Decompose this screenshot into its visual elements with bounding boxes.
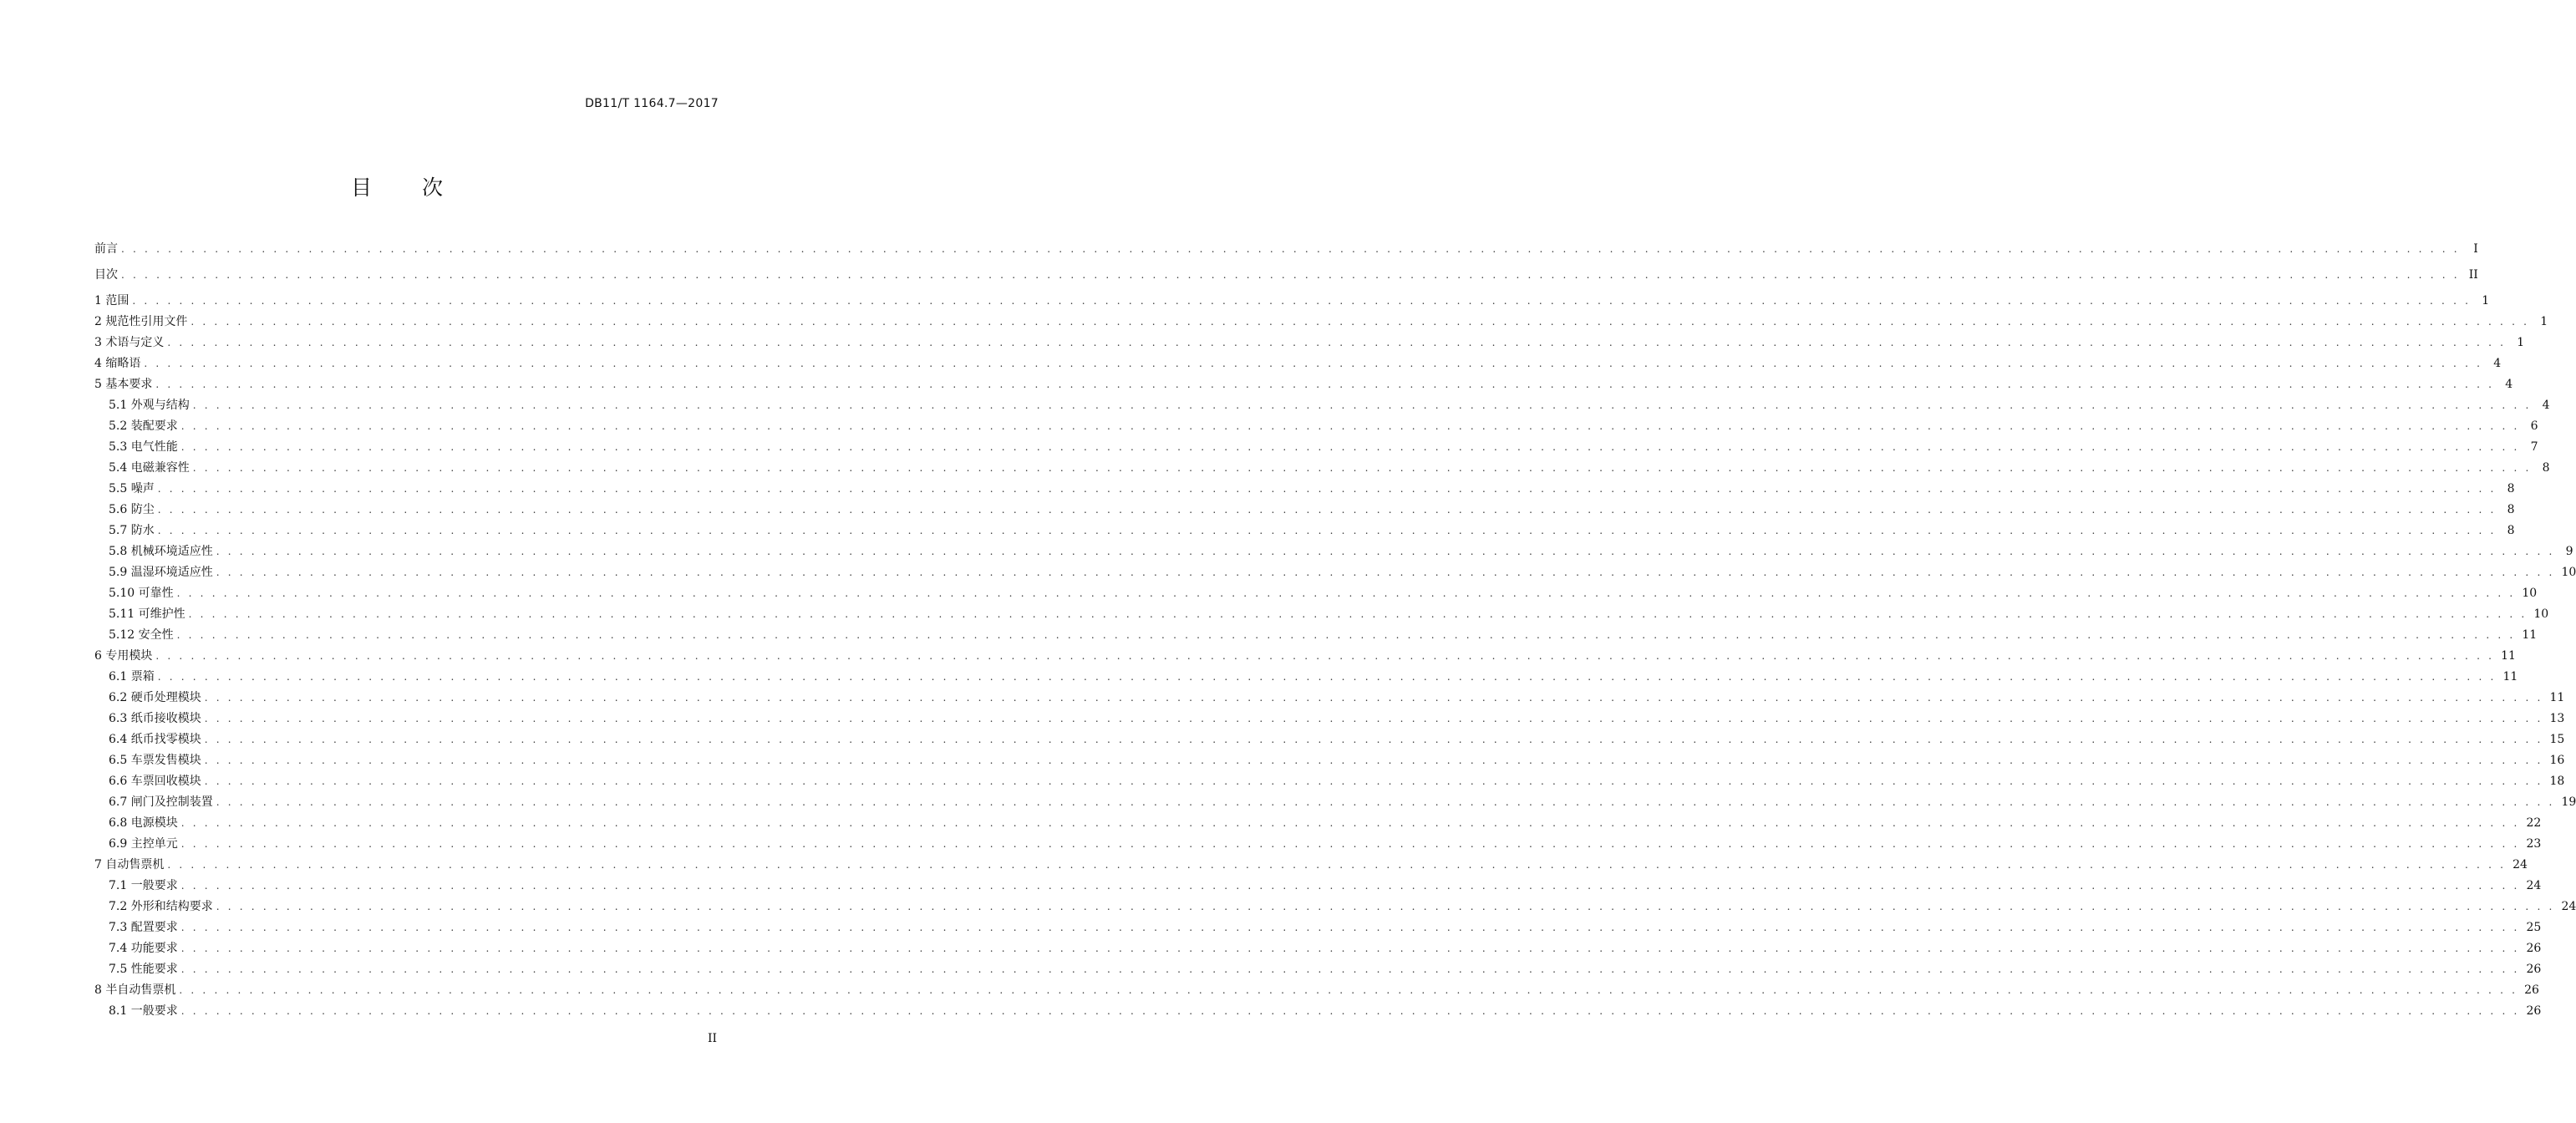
toc-entry-page: 9 — [2565, 545, 2573, 558]
toc-entry-label: 7.1 一般要求 — [109, 879, 178, 892]
toc-entry[interactable] — [94, 583, 2538, 604]
toc-leader-dots: . . . . . . . . . . . . . . . . . . . . . . . . . . . . . . . . . . . . . . . . . . . . . . . . . . . . . . . . . . . . . . . . . . . . . . . . . . . . . . . . . . . . . . . . . . . . . . . . . . . . . . . . . . . . . . . . . . . . . . . . . . . . . . . . . . . . . . . . . . . . . . . . . . . . . . . . . . . . . . . . . . . . . . . . . . . . . . . . . . . . . . . . . . . . . . . . . . . . . . . . — [204, 734, 2543, 745]
toc-entry-label: 6.6 车票回收模块 — [109, 775, 201, 788]
toc-leader-dots: . . . . . . . . . . . . . . . . . . . . . . . . . . . . . . . . . . . . . . . . . . . . . . . . . . . . . . . . . . . . . . . . . . . . . . . . . . . . . . . . . . . . . . . . . . . . . . . . . . . . . . . . . . . . . . . . . . . . . . . . . . . . . . . . . . . . . . . . . . . . . . . . . . . . . . . . . . . . . . . . . . . . . . . . . . . . . . . . . . . . . . . . . . . . . . . . . . . . . . . . — [144, 358, 2483, 369]
toc-entry[interactable] — [94, 541, 2573, 562]
toc-entry-page: 8 — [2507, 503, 2515, 516]
toc-entry-page: 16 — [2549, 754, 2565, 767]
toc-leader-dots: . . . . . . . . . . . . . . . . . . . . . . . . . . . . . . . . . . . . . . . . . . . . . . . . . . . . . . . . . . . . . . . . . . . . . . . . . . . . . . . . . . . . . . . . . . . . . . . . . . . . . . . . . . . . . . . . . . . . . . . . . . . . . . . . . . . . . . . . . . . . . . . . . . . . . . . . . . . . . . . . . . . . . . . . . . . . . . . . . . . . . . . . . . . . . . . . . . . . . . . . — [188, 608, 2528, 620]
toc-leader-dots: . . . . . . . . . . . . . . . . . . . . . . . . . . . . . . . . . . . . . . . . . . . . . . . . . . . . . . . . . . . . . . . . . . . . . . . . . . . . . . . . . . . . . . . . . . . . . . . . . . . . . . . . . . . . . . . . . . . . . . . . . . . . . . . . . . . . . . . . . . . . . . . . . . . . . . . . . . . . . . . . . . . . . . . . . . . . . . . . . . . . . . . . . . . . . . . . . . . . . . . . — [216, 796, 2555, 808]
toc-entry[interactable] — [94, 291, 2490, 312]
toc-entry[interactable] — [94, 625, 2538, 646]
toc-leader-dots: . . . . . . . . . . . . . . . . . . . . . . . . . . . . . . . . . . . . . . . . . . . . . . . . . . . . . . . . . . . . . . . . . . . . . . . . . . . . . . . . . . . . . . . . . . . . . . . . . . . . . . . . . . . . . . . . . . . . . . . . . . . . . . . . . . . . . . . . . . . . . . . . . . . . . . . . . . . . . . . . . . . . . . . . . . . . . . . . . . . . . . . . . . . . . . . . . . . . . . . . — [179, 984, 2518, 996]
toc-entry-label: 5 基本要求 — [94, 378, 153, 391]
toc-entry[interactable] — [94, 709, 2565, 729]
toc-entry-page: 10 — [2522, 587, 2538, 600]
toc-leader-dots: . . . . . . . . . . . . . . . . . . . . . . . . . . . . . . . . . . . . . . . . . . . . . . . . . . . . . . . . . . . . . . . . . . . . . . . . . . . . . . . . . . . . . . . . . . . . . . . . . . . . . . . . . . . . . . . . . . . . . . . . . . . . . . . . . . . . . . . . . . . . . . . . . . . . . . . . . . . . . . . . . . . . . . . . . . . . . . . . . . . . . . . . . . . . . . . . . . . . . . . . — [204, 713, 2543, 724]
toc-entry-page: 11 — [2522, 628, 2538, 642]
toc-entry-page: 23 — [2526, 837, 2542, 851]
toc-entry-page: 18 — [2549, 775, 2565, 788]
toc-leader-dots: . . . . . . . . . . . . . . . . . . . . . . . . . . . . . . . . . . . . . . . . . . . . . . . . . . . . . . . . . . . . . . . . . . . . . . . . . . . . . . . . . . . . . . . . . . . . . . . . . . . . . . . . . . . . . . . . . . . . . . . . . . . . . . . . . . . . . . . . . . . . . . . . . . . . . . . . . . . . . . . . . . . . . . . . . . . . . . . . . . . . . . . . . . . . . . . . . . . . . . . . — [180, 420, 2520, 432]
toc-entry-page: 4 — [2505, 378, 2513, 391]
toc-entry-label: 6.8 电源模块 — [109, 816, 178, 830]
document-code: DB11/T 1164.7—2017 — [585, 97, 719, 110]
toc-entry[interactable] — [94, 667, 2518, 688]
toc-entry[interactable] — [94, 917, 2542, 938]
toc-entry-label: 8.1 一般要求 — [109, 1004, 178, 1018]
toc-leader-dots: . . . . . . . . . . . . . . . . . . . . . . . . . . . . . . . . . . . . . . . . . . . . . . . . . . . . . . . . . . . . . . . . . . . . . . . . . . . . . . . . . . . . . . . . . . . . . . . . . . . . . . . . . . . . . . . . . . . . . . . . . . . . . . . . . . . . . . . . . . . . . . . . . . . . . . . . . . . . . . . . . . . . . . . . . . . . . . . . . . . . . . . . . . . . . . . . . . . . . . . . — [216, 546, 2555, 557]
page-title: 目 次 — [351, 175, 465, 200]
toc-entry-label: 6 专用模块 — [94, 649, 153, 663]
toc-leader-dots: . . . . . . . . . . . . . . . . . . . . . . . . . . . . . . . . . . . . . . . . . . . . . . . . . . . . . . . . . . . . . . . . . . . . . . . . . . . . . . . . . . . . . . . . . . . . . . . . . . . . . . . . . . . . . . . . . . . . . . . . . . . . . . . . . . . . . . . . . . . . . . . . . . . . . . . . . . . . . . . . . . . . . . . . . . . . . . . . . . . . . . . . . . . . . . . . . . . . . . . . — [216, 901, 2555, 912]
toc-entry-label: 5.3 电气性能 — [109, 440, 178, 454]
toc-leader-dots: . . . . . . . . . . . . . . . . . . . . . . . . . . . . . . . . . . . . . . . . . . . . . . . . . . . . . . . . . . . . . . . . . . . . . . . . . . . . . . . . . . . . . . . . . . . . . . . . . . . . . . . . . . . . . . . . . . . . . . . . . . . . . . . . . . . . . . . . . . . . . . . . . . . . . . . . . . . . . . . . . . . . . . . . . . . . . . . . . . . . . . . . . . . . . . . . . . . . . . . . — [216, 567, 2555, 578]
toc-entry[interactable] — [94, 521, 2515, 541]
page-number: II — [707, 1032, 717, 1045]
toc-entry-page: 10 — [2561, 566, 2576, 579]
toc-entry-page: 11 — [2502, 670, 2518, 683]
toc-leader-dots: . . . . . . . . . . . . . . . . . . . . . . . . . . . . . . . . . . . . . . . . . . . . . . . . . . . . . . . . . . . . . . . . . . . . . . . . . . . . . . . . . . . . . . . . . . . . . . . . . . . . . . . . . . . . . . . . . . . . . . . . . . . . . . . . . . . . . . . . . . . . . . . . . . . . . . . . . . . . . . . . . . . . . . . . . . . . . . . . . . . . . . . . . . . . . . . . . . . . . . . . — [157, 671, 2497, 683]
toc-entry-label: 5.10 可靠性 — [109, 587, 174, 600]
toc-entry-label: 5.2 装配要求 — [109, 419, 178, 433]
toc-entry-page: 26 — [2526, 1004, 2542, 1018]
toc-entry-page: 4 — [2542, 399, 2550, 412]
toc-entry[interactable] — [94, 239, 2478, 260]
toc-entry-label: 7.2 外形和结构要求 — [109, 900, 213, 913]
toc-entry[interactable] — [94, 604, 2549, 625]
toc-entry-label: 5.5 噪声 — [109, 482, 155, 495]
toc-entry[interactable] — [94, 333, 2525, 353]
toc-entry-label: 6.7 闸门及控制装置 — [109, 795, 213, 809]
toc-entry[interactable] — [94, 897, 2576, 917]
toc-leader-dots: . . . . . . . . . . . . . . . . . . . . . . . . . . . . . . . . . . . . . . . . . . . . . . . . . . . . . . . . . . . . . . . . . . . . . . . . . . . . . . . . . . . . . . . . . . . . . . . . . . . . . . . . . . . . . . . . . . . . . . . . . . . . . . . . . . . . . . . . . . . . . . . . . . . . . . . . . . . . . . . . . . . . . . . . . . . . . . . . . . . . . . . . . . . . . . . . . . . . . . . . — [180, 838, 2520, 850]
toc-entry[interactable] — [94, 834, 2542, 855]
toc-entry-label: 5.6 防尘 — [109, 503, 155, 516]
toc-entry[interactable] — [94, 813, 2542, 834]
toc-entry-label: 5.1 外观与结构 — [109, 399, 190, 412]
toc-leader-dots: . . . . . . . . . . . . . . . . . . . . . . . . . . . . . . . . . . . . . . . . . . . . . . . . . . . . . . . . . . . . . . . . . . . . . . . . . . . . . . . . . . . . . . . . . . . . . . . . . . . . . . . . . . . . . . . . . . . . . . . . . . . . . . . . . . . . . . . . . . . . . . . . . . . . . . . . . . . . . . . . . . . . . . . . . . . . . . . . . . . . . . . . . . . . . . . . . . . . . . . . — [180, 922, 2520, 933]
toc-leader-dots: . . . . . . . . . . . . . . . . . . . . . . . . . . . . . . . . . . . . . . . . . . . . . . . . . . . . . . . . . . . . . . . . . . . . . . . . . . . . . . . . . . . . . . . . . . . . . . . . . . . . . . . . . . . . . . . . . . . . . . . . . . . . . . . . . . . . . . . . . . . . . . . . . . . . . . . . . . . . . . . . . . . . . . . . . . . . . . . . . . . . . . . . . . . . . . . . . . . . . . . . — [180, 963, 2520, 975]
toc-entry-page: 11 — [2549, 691, 2565, 704]
toc-entry-label: 5.8 机械环境适应性 — [109, 545, 213, 558]
toc-entry[interactable] — [94, 562, 2576, 583]
toc-entry-label: 7.4 功能要求 — [109, 942, 178, 955]
toc-entry-page: 1 — [2482, 294, 2490, 307]
toc-entry-label: 5.7 防水 — [109, 524, 155, 537]
toc-entry[interactable] — [94, 1001, 2542, 1022]
toc-entry-label: 6.3 纸币接收模块 — [109, 712, 201, 725]
toc-entry-page: 4 — [2493, 357, 2502, 370]
toc-entry[interactable] — [94, 980, 2539, 1001]
toc-entry-page: 15 — [2549, 733, 2565, 746]
toc-entry-label: 5.11 可维护性 — [109, 607, 185, 621]
toc-leader-dots: . . . . . . . . . . . . . . . . . . . . . . . . . . . . . . . . . . . . . . . . . . . . . . . . . . . . . . . . . . . . . . . . . . . . . . . . . . . . . . . . . . . . . . . . . . . . . . . . . . . . . . . . . . . . . . . . . . . . . . . . . . . . . . . . . . . . . . . . . . . . . . . . . . . . . . . . . . . . . . . . . . . . . . . . . . . . . . . . . . . . . . . . . . . . . . . . . . . . . . . . — [132, 295, 2472, 307]
toc-entry-page: 26 — [2524, 983, 2539, 997]
toc-leader-dots: . . . . . . . . . . . . . . . . . . . . . . . . . . . . . . . . . . . . . . . . . . . . . . . . . . . . . . . . . . . . . . . . . . . . . . . . . . . . . . . . . . . . . . . . . . . . . . . . . . . . . . . . . . . . . . . . . . . . . . . . . . . . . . . . . . . . . . . . . . . . . . . . . . . . . . . . . . . . . . . . . . . . . . . . . . . . . . . . . . . . . . . . . . . . . . . . . . . . . . . . — [180, 943, 2520, 954]
toc-entry-page: 6 — [2530, 419, 2538, 433]
toc-entry-page: I — [2473, 242, 2478, 256]
toc-entry-page: 25 — [2526, 921, 2542, 934]
toc-leader-dots: . . . . . . . . . . . . . . . . . . . . . . . . . . . . . . . . . . . . . . . . . . . . . . . . . . . . . . . . . . . . . . . . . . . . . . . . . . . . . . . . . . . . . . . . . . . . . . . . . . . . . . . . . . . . . . . . . . . . . . . . . . . . . . . . . . . . . . . . . . . . . . . . . . . . . . . . . . . . . . . . . . . . . . . . . . . . . . . . . . . . . . . . . . . . . . . . . . . . . . . . — [157, 525, 2497, 536]
toc-leader-dots: . . . . . . . . . . . . . . . . . . . . . . . . . . . . . . . . . . . . . . . . . . . . . . . . . . . . . . . . . . . . . . . . . . . . . . . . . . . . . . . . . . . . . . . . . . . . . . . . . . . . . . . . . . . . . . . . . . . . . . . . . . . . . . . . . . . . . . . . . . . . . . . . . . . . . . . . . . . . . . . . . . . . . . . . . . . . . . . . . . . . . . . . . . . . . . . . . . . . . . . . — [180, 817, 2520, 829]
toc-leader-dots: . . . . . . . . . . . . . . . . . . . . . . . . . . . . . . . . . . . . . . . . . . . . . . . . . . . . . . . . . . . . . . . . . . . . . . . . . . . . . . . . . . . . . . . . . . . . . . . . . . . . . . . . . . . . . . . . . . . . . . . . . . . . . . . . . . . . . . . . . . . . . . . . . . . . . . . . . . . . . . . . . . . . . . . . . . . . . . . . . . . . . . . . . . . . . . . . . . . . . . . . — [192, 462, 2532, 474]
toc-entry-page: II — [2468, 268, 2478, 282]
toc-leader-dots: . . . . . . . . . . . . . . . . . . . . . . . . . . . . . . . . . . . . . . . . . . . . . . . . . . . . . . . . . . . . . . . . . . . . . . . . . . . . . . . . . . . . . . . . . . . . . . . . . . . . . . . . . . . . . . . . . . . . . . . . . . . . . . . . . . . . . . . . . . . . . . . . . . . . . . . . . . . . . . . . . . . . . . . . . . . . . . . . . . . . . . . . . . . . . . . . . . . . . . . . — [157, 504, 2497, 516]
toc-leader-dots: . . . . . . . . . . . . . . . . . . . . . . . . . . . . . . . . . . . . . . . . . . . . . . . . . . . . . . . . . . . . . . . . . . . . . . . . . . . . . . . . . . . . . . . . . . . . . . . . . . . . . . . . . . . . . . . . . . . . . . . . . . . . . . . . . . . . . . . . . . . . . . . . . . . . . . . . . . . . . . . . . . . . . . . . . . . . . . . . . . . . . . . . . . . . . . . . . . . . . . . . — [157, 483, 2497, 495]
toc-entry-label: 1 范围 — [94, 294, 130, 307]
toc-entry-label: 6.4 纸币找零模块 — [109, 733, 201, 746]
toc-entry-page: 8 — [2507, 524, 2515, 537]
toc-leader-dots: . . . . . . . . . . . . . . . . . . . . . . . . . . . . . . . . . . . . . . . . . . . . . . . . . . . . . . . . . . . . . . . . . . . . . . . . . . . . . . . . . . . . . . . . . . . . . . . . . . . . . . . . . . . . . . . . . . . . . . . . . . . . . . . . . . . . . . . . . . . . . . . . . . . . . . . . . . . . . . . . . . . . . . . . . . . . . . . . . . . . . . . . . . . . . . . . . . . . . . . . — [204, 692, 2543, 704]
toc-leader-dots: . . . . . . . . . . . . . . . . . . . . . . . . . . . . . . . . . . . . . . . . . . . . . . . . . . . . . . . . . . . . . . . . . . . . . . . . . . . . . . . . . . . . . . . . . . . . . . . . . . . . . . . . . . . . . . . . . . . . . . . . . . . . . . . . . . . . . . . . . . . . . . . . . . . . . . . . . . . . . . . . . . . . . . . . . . . . . . . . . . . . . . . . . . . . . . . . . . . . . . . . — [204, 775, 2543, 787]
toc-entry-page: 24 — [2512, 858, 2528, 871]
toc-entry-label: 5.9 温湿环境适应性 — [109, 566, 213, 579]
toc-entry[interactable] — [94, 959, 2542, 980]
toc-entry-label: 4 缩略语 — [94, 357, 141, 370]
toc-entry-page: 8 — [2542, 461, 2550, 475]
toc-leader-dots: . . . . . . . . . . . . . . . . . . . . . . . . . . . . . . . . . . . . . . . . . . . . . . . . . . . . . . . . . . . . . . . . . . . . . . . . . . . . . . . . . . . . . . . . . . . . . . . . . . . . . . . . . . . . . . . . . . . . . . . . . . . . . . . . . . . . . . . . . . . . . . . . . . . . . . . . . . . . . . . . . . . . . . . . . . . . . . . . . . . . . . . . . . . . . . . . . . . . . . . . — [121, 243, 2460, 255]
toc-entry-page: 1 — [2517, 336, 2525, 349]
toc-entry[interactable] — [94, 437, 2538, 458]
toc-entry[interactable] — [94, 750, 2565, 771]
toc-entry-page: 7 — [2530, 440, 2538, 454]
toc-entry[interactable] — [94, 265, 2478, 286]
toc-entry[interactable] — [94, 792, 2576, 813]
toc-entry[interactable] — [94, 395, 2550, 416]
toc-entry[interactable] — [94, 353, 2502, 374]
toc-entry[interactable] — [94, 416, 2538, 437]
toc-entry-page: 13 — [2549, 712, 2565, 725]
toc-entry[interactable] — [94, 458, 2550, 479]
toc-leader-dots: . . . . . . . . . . . . . . . . . . . . . . . . . . . . . . . . . . . . . . . . . . . . . . . . . . . . . . . . . . . . . . . . . . . . . . . . . . . . . . . . . . . . . . . . . . . . . . . . . . . . . . . . . . . . . . . . . . . . . . . . . . . . . . . . . . . . . . . . . . . . . . . . . . . . . . . . . . . . . . . . . . . . . . . . . . . . . . . . . . . . . . . . . . . . . . . . . . . . . . . . — [204, 755, 2543, 766]
toc-entry-label: 7.5 性能要求 — [109, 963, 178, 976]
toc-leader-dots: . . . . . . . . . . . . . . . . . . . . . . . . . . . . . . . . . . . . . . . . . . . . . . . . . . . . . . . . . . . . . . . . . . . . . . . . . . . . . . . . . . . . . . . . . . . . . . . . . . . . . . . . . . . . . . . . . . . . . . . . . . . . . . . . . . . . . . . . . . . . . . . . . . . . . . . . . . . . . . . . . . . . . . . . . . . . . . . . . . . . . . . . . . . . . . . . . . . . . . . . — [176, 629, 2516, 641]
toc-entry-label: 8 半自动售票机 — [94, 983, 176, 997]
toc-leader-dots: . . . . . . . . . . . . . . . . . . . . . . . . . . . . . . . . . . . . . . . . . . . . . . . . . . . . . . . . . . . . . . . . . . . . . . . . . . . . . . . . . . . . . . . . . . . . . . . . . . . . . . . . . . . . . . . . . . . . . . . . . . . . . . . . . . . . . . . . . . . . . . . . . . . . . . . . . . . . . . . . . . . . . . . . . . . . . . . . . . . . . . . . . . . . . . . . . . . . . . . . — [121, 269, 2460, 281]
toc-leader-dots: . . . . . . . . . . . . . . . . . . . . . . . . . . . . . . . . . . . . . . . . . . . . . . . . . . . . . . . . . . . . . . . . . . . . . . . . . . . . . . . . . . . . . . . . . . . . . . . . . . . . . . . . . . . . . . . . . . . . . . . . . . . . . . . . . . . . . . . . . . . . . . . . . . . . . . . . . . . . . . . . . . . . . . . . . . . . . . . . . . . . . . . . . . . . . . . . . . . . . . . . — [191, 316, 2530, 328]
toc-leader-dots: . . . . . . . . . . . . . . . . . . . . . . . . . . . . . . . . . . . . . . . . . . . . . . . . . . . . . . . . . . . . . . . . . . . . . . . . . . . . . . . . . . . . . . . . . . . . . . . . . . . . . . . . . . . . . . . . . . . . . . . . . . . . . . . . . . . . . . . . . . . . . . . . . . . . . . . . . . . . . . . . . . . . . . . . . . . . . . . . . . . . . . . . . . . . . . . . . . . . . . . . — [180, 441, 2520, 453]
toc-entry-page: 8 — [2507, 482, 2515, 495]
toc-entry[interactable] — [94, 374, 2513, 395]
toc-entry-label: 2 规范性引用文件 — [94, 315, 188, 328]
toc-leader-dots: . . . . . . . . . . . . . . . . . . . . . . . . . . . . . . . . . . . . . . . . . . . . . . . . . . . . . . . . . . . . . . . . . . . . . . . . . . . . . . . . . . . . . . . . . . . . . . . . . . . . . . . . . . . . . . . . . . . . . . . . . . . . . . . . . . . . . . . . . . . . . . . . . . . . . . . . . . . . . . . . . . . . . . . . . . . . . . . . . . . . . . . . . . . . . . . . . . . . . . . . — [167, 337, 2507, 348]
toc-entry-label: 7.3 配置要求 — [109, 921, 178, 934]
toc-entry-label: 6.2 硬币处理模块 — [109, 691, 201, 704]
toc-entry-label: 5.4 电磁兼容性 — [109, 461, 190, 475]
toc-entry-label: 6.1 票箱 — [109, 670, 155, 683]
toc-entry[interactable] — [94, 688, 2565, 709]
toc-entry-page: 1 — [2540, 315, 2548, 328]
toc-entry-label: 6.5 车票发售模块 — [109, 754, 201, 767]
toc-entry-label: 目次 — [94, 268, 118, 282]
toc-leader-dots: . . . . . . . . . . . . . . . . . . . . . . . . . . . . . . . . . . . . . . . . . . . . . . . . . . . . . . . . . . . . . . . . . . . . . . . . . . . . . . . . . . . . . . . . . . . . . . . . . . . . . . . . . . . . . . . . . . . . . . . . . . . . . . . . . . . . . . . . . . . . . . . . . . . . . . . . . . . . . . . . . . . . . . . . . . . . . . . . . . . . . . . . . . . . . . . . . . . . . . . . — [155, 650, 2495, 662]
toc-entry-page: 26 — [2526, 963, 2542, 976]
toc-entry[interactable] — [94, 855, 2528, 876]
table-of-contents — [94, 239, 2576, 1022]
toc-entry[interactable] — [94, 479, 2515, 500]
toc-entry-page: 24 — [2526, 879, 2542, 892]
toc-entry-page: 24 — [2561, 900, 2576, 913]
toc-entry-page: 19 — [2561, 795, 2576, 809]
toc-entry[interactable] — [94, 876, 2542, 897]
toc-entry-page: 11 — [2501, 649, 2516, 663]
toc-leader-dots: . . . . . . . . . . . . . . . . . . . . . . . . . . . . . . . . . . . . . . . . . . . . . . . . . . . . . . . . . . . . . . . . . . . . . . . . . . . . . . . . . . . . . . . . . . . . . . . . . . . . . . . . . . . . . . . . . . . . . . . . . . . . . . . . . . . . . . . . . . . . . . . . . . . . . . . . . . . . . . . . . . . . . . . . . . . . . . . . . . . . . . . . . . . . . . . . . . . . . . . . — [180, 880, 2520, 892]
toc-entry[interactable] — [94, 771, 2565, 792]
toc-entry-page: 26 — [2526, 942, 2542, 955]
toc-entry-label: 7 自动售票机 — [94, 858, 165, 871]
toc-leader-dots: . . . . . . . . . . . . . . . . . . . . . . . . . . . . . . . . . . . . . . . . . . . . . . . . . . . . . . . . . . . . . . . . . . . . . . . . . . . . . . . . . . . . . . . . . . . . . . . . . . . . . . . . . . . . . . . . . . . . . . . . . . . . . . . . . . . . . . . . . . . . . . . . . . . . . . . . . . . . . . . . . . . . . . . . . . . . . . . . . . . . . . . . . . . . . . . . . . . . . . . . — [180, 1005, 2520, 1017]
toc-entry-page: 10 — [2533, 607, 2549, 621]
toc-entry[interactable] — [94, 312, 2548, 333]
toc-leader-dots: . . . . . . . . . . . . . . . . . . . . . . . . . . . . . . . . . . . . . . . . . . . . . . . . . . . . . . . . . . . . . . . . . . . . . . . . . . . . . . . . . . . . . . . . . . . . . . . . . . . . . . . . . . . . . . . . . . . . . . . . . . . . . . . . . . . . . . . . . . . . . . . . . . . . . . . . . . . . . . . . . . . . . . . . . . . . . . . . . . . . . . . . . . . . . . . . . . . . . . . . — [155, 379, 2495, 390]
toc-entry-label: 3 术语与定义 — [94, 336, 165, 349]
toc-entry-label: 前言 — [94, 242, 118, 256]
toc-leader-dots: . . . . . . . . . . . . . . . . . . . . . . . . . . . . . . . . . . . . . . . . . . . . . . . . . . . . . . . . . . . . . . . . . . . . . . . . . . . . . . . . . . . . . . . . . . . . . . . . . . . . . . . . . . . . . . . . . . . . . . . . . . . . . . . . . . . . . . . . . . . . . . . . . . . . . . . . . . . . . . . . . . . . . . . . . . . . . . . . . . . . . . . . . . . . . . . . . . . . . . . . — [192, 399, 2532, 411]
toc-entry[interactable] — [94, 646, 2516, 667]
toc-entry[interactable] — [94, 729, 2565, 750]
toc-entry-label: 6.9 主控单元 — [109, 837, 178, 851]
toc-entry[interactable] — [94, 500, 2515, 521]
toc-leader-dots: . . . . . . . . . . . . . . . . . . . . . . . . . . . . . . . . . . . . . . . . . . . . . . . . . . . . . . . . . . . . . . . . . . . . . . . . . . . . . . . . . . . . . . . . . . . . . . . . . . . . . . . . . . . . . . . . . . . . . . . . . . . . . . . . . . . . . . . . . . . . . . . . . . . . . . . . . . . . . . . . . . . . . . . . . . . . . . . . . . . . . . . . . . . . . . . . . . . . . . . . — [176, 587, 2516, 599]
toc-entry-label: 5.12 安全性 — [109, 628, 174, 642]
toc-entry[interactable] — [94, 938, 2542, 959]
toc-leader-dots: . . . . . . . . . . . . . . . . . . . . . . . . . . . . . . . . . . . . . . . . . . . . . . . . . . . . . . . . . . . . . . . . . . . . . . . . . . . . . . . . . . . . . . . . . . . . . . . . . . . . . . . . . . . . . . . . . . . . . . . . . . . . . . . . . . . . . . . . . . . . . . . . . . . . . . . . . . . . . . . . . . . . . . . . . . . . . . . . . . . . . . . . . . . . . . . . . . . . . . . . — [167, 859, 2507, 871]
toc-entry-page: 22 — [2526, 816, 2542, 830]
